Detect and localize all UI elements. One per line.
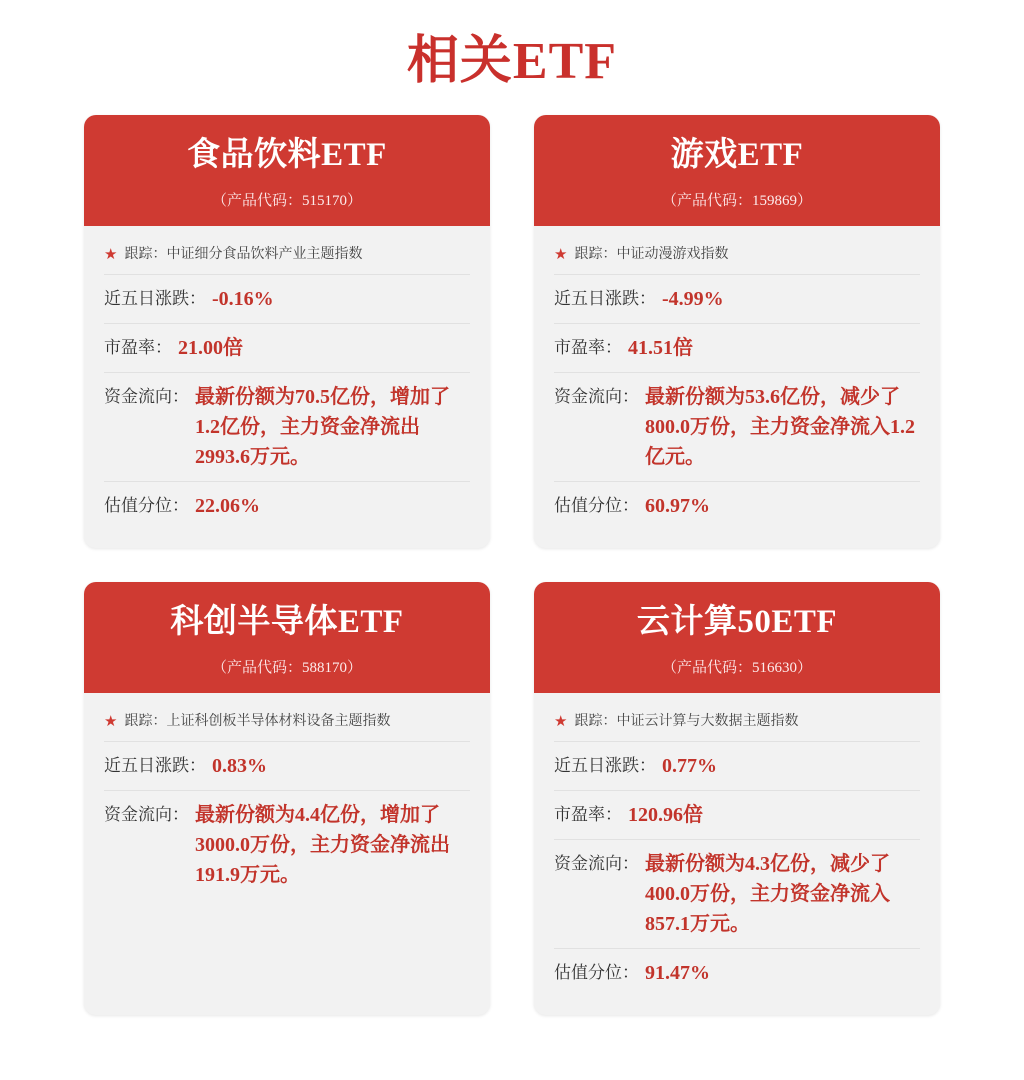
metric-value: 最新份额为4.4亿份，增加了3000.0万份，主力资金净流出191.9万元。 [195,803,450,886]
etf-code-suffix: ） [347,659,363,676]
etf-card-header [84,115,490,226]
metric-value: 60.97% [645,494,710,517]
etf-five-day-change [552,742,922,790]
metric-value: 21.00倍 [178,336,243,359]
star-icon: ★ [554,713,568,730]
metric-value: 22.06% [195,494,260,517]
metric-value: 91.47% [645,961,710,984]
etf-name: 科创半导体ETF [170,603,404,640]
etf-code-value: 516630 [752,659,797,676]
metric-label: 近五日涨跌： [104,288,206,308]
etf-capital-flow [102,373,472,481]
etf-code-suffix: ） [347,192,363,209]
etf-code-prefix: （产品代码： [661,659,752,676]
etf-capital-flow [552,840,922,948]
metric-label: 估值分位： [554,495,639,515]
metric-label: 资金流向： [554,386,639,406]
metric-value: 41.51倍 [628,336,693,359]
etf-code-prefix: （产品代码： [211,659,302,676]
etf-code-suffix: ） [797,659,813,676]
star-icon: ★ [104,713,118,730]
etf-card-body [534,693,940,1015]
metric-label: 资金流向： [554,853,639,873]
etf-track-row [102,709,472,741]
etf-track-row [552,242,922,274]
etf-code-suffix: ） [797,192,813,209]
metric-value: 120.96倍 [628,803,703,826]
etf-card-body [534,226,940,548]
etf-card[interactable] [534,115,940,548]
metric-label: 估值分位： [554,962,639,982]
etf-track-label: 跟踪： [124,713,167,729]
etf-track-label: 跟踪： [574,246,617,262]
metric-value: 0.83% [212,754,267,777]
etf-track-text [574,713,798,731]
metric-value: 最新份额为53.6亿份，减少了800.0万份，主力资金净流入1.2亿元。 [645,385,915,468]
etf-five-day-change [102,275,472,323]
metric-label: 市盈率： [554,337,622,357]
etf-valuation-percentile [102,482,472,530]
etf-track-row [552,709,922,741]
etf-name: 游戏ETF [670,137,804,173]
etf-track-text [124,713,390,731]
etf-valuation-percentile [552,482,922,530]
metric-label: 市盈率： [104,337,172,357]
etf-card-header [534,115,940,226]
etf-track-text [574,246,728,264]
etf-track-label: 跟踪： [574,713,617,729]
metric-value: -0.16% [212,287,274,310]
etf-card[interactable] [534,582,940,1015]
etf-five-day-change [102,742,472,790]
etf-card-header [534,582,940,693]
star-icon: ★ [104,246,118,263]
metric-label: 估值分位： [104,495,189,515]
etf-track-index: 中证动漫游戏指数 [616,246,729,262]
etf-card-body [84,693,490,1015]
metric-value: -4.99% [662,287,724,310]
etf-track-row [102,242,472,274]
metric-label: 近五日涨跌： [554,755,656,775]
etf-card[interactable] [84,582,490,1015]
metric-label: 资金流向： [104,804,189,824]
etf-code-value: 588170 [302,659,347,676]
etf-card-header [84,582,490,693]
metric-label: 市盈率： [554,804,622,824]
etf-name: 云计算50ETF [636,603,838,640]
etf-capital-flow [102,791,472,899]
etf-track-index: 中证云计算与大数据主题指数 [616,713,799,729]
metric-label: 近五日涨跌： [554,288,656,308]
etf-name: 食品饮料ETF [187,137,387,173]
etf-valuation-percentile [552,949,922,997]
etf-card[interactable] [84,115,490,548]
etf-code [94,656,480,679]
metric-label: 资金流向： [104,386,189,406]
etf-card-grid [0,115,1024,1035]
etf-code-prefix: （产品代码： [211,192,302,209]
metric-value: 最新份额为70.5亿份，增加了1.2亿份，主力资金净流出2993.6万元。 [195,385,450,468]
etf-card-body [84,226,490,548]
metric-value: 最新份额为4.3亿份，减少了400.0万份，主力资金净流入857.1万元。 [645,852,890,935]
etf-track-index: 中证细分食品饮料产业主题指数 [166,246,363,262]
metric-label: 近五日涨跌： [104,755,206,775]
etf-capital-flow [552,373,922,481]
etf-pe-ratio [552,324,922,372]
star-icon: ★ [554,246,568,263]
metric-value: 0.77% [662,754,717,777]
etf-code [544,189,930,212]
etf-code-value: 159869 [752,192,797,209]
etf-five-day-change [552,275,922,323]
etf-code-prefix: （产品代码： [661,192,752,209]
etf-track-index: 上证科创板半导体材料设备主题指数 [166,713,391,729]
etf-track-text [124,246,362,264]
page-title: 相关ETF [406,33,618,90]
etf-track-label: 跟踪： [124,246,167,262]
etf-code-value: 515170 [302,192,347,209]
etf-code [94,189,480,212]
etf-code [544,656,930,679]
etf-pe-ratio [102,324,472,372]
etf-pe-ratio [552,791,922,839]
